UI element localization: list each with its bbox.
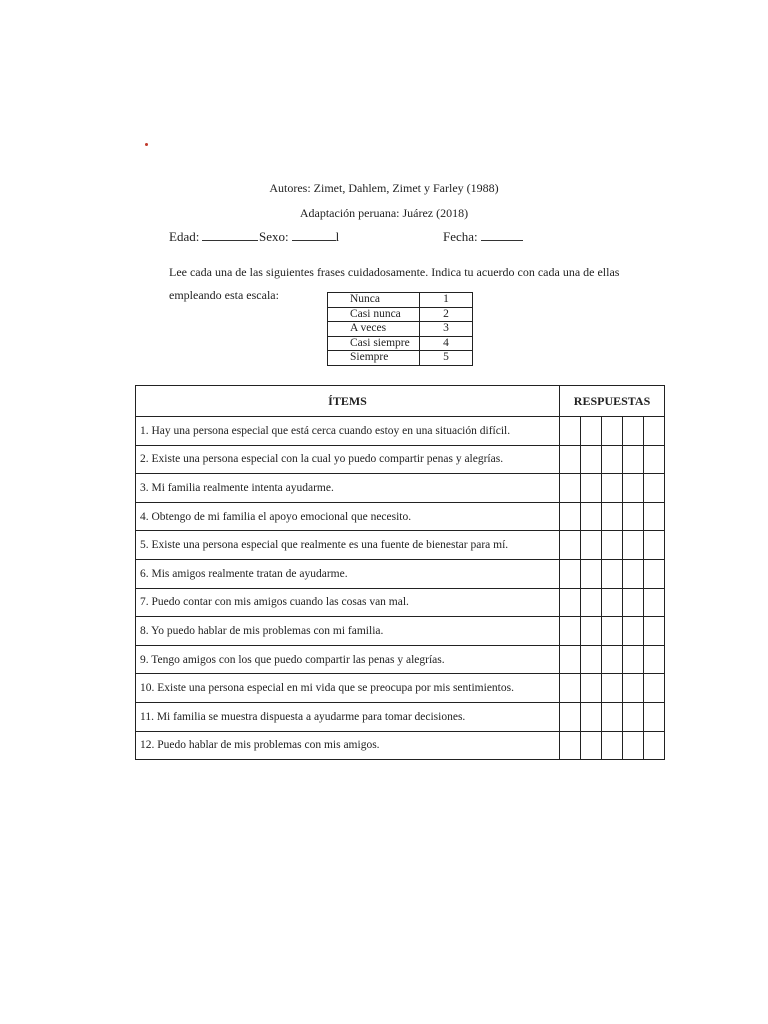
response-cell[interactable] — [623, 417, 644, 446]
item-text: 9. Tengo amigos con los que puedo compartir las penas y alegrías. — [136, 645, 560, 674]
item-row — [136, 645, 665, 674]
response-cell[interactable] — [581, 559, 602, 588]
scale-value: 1 — [420, 293, 473, 308]
response-cell[interactable] — [644, 474, 665, 503]
scale-row — [328, 336, 473, 351]
item-row — [136, 674, 665, 703]
sexo-blank[interactable] — [292, 229, 336, 241]
response-cell[interactable] — [560, 531, 581, 560]
item-text: 12. Puedo hablar de mis problemas con mis amigos. — [136, 731, 560, 760]
item-row — [136, 588, 665, 617]
scale-table — [327, 292, 473, 366]
response-cell[interactable] — [560, 417, 581, 446]
scale-value: 5 — [420, 351, 473, 366]
response-cell[interactable] — [602, 702, 623, 731]
response-cell[interactable] — [644, 702, 665, 731]
item-row — [136, 617, 665, 646]
item-row — [136, 531, 665, 560]
response-cell[interactable] — [623, 531, 644, 560]
response-cell[interactable] — [644, 502, 665, 531]
sexo-suffix: l — [335, 229, 340, 244]
response-cell[interactable] — [602, 731, 623, 760]
response-cell[interactable] — [644, 674, 665, 703]
response-cell[interactable] — [602, 502, 623, 531]
scale-row — [328, 351, 473, 366]
sexo-label: Sexo: — [259, 229, 289, 244]
response-cell[interactable] — [602, 445, 623, 474]
items-header: ÍTEMS — [136, 386, 560, 417]
response-cell[interactable] — [602, 559, 623, 588]
item-text: 2. Existe una persona especial con la cual yo puedo compartir penas y alegrías. — [136, 445, 560, 474]
instructions-line-1: Lee cada una de las siguientes frases cuidadosamente. Indica tu acuerdo con cada una de ellas — [169, 265, 620, 279]
response-cell[interactable] — [581, 445, 602, 474]
response-cell[interactable] — [560, 445, 581, 474]
item-row — [136, 445, 665, 474]
item-text: 7. Puedo contar con mis amigos cuando las cosas van mal. — [136, 588, 560, 617]
response-cell[interactable] — [644, 588, 665, 617]
edad-label: Edad: — [169, 229, 200, 244]
response-cell[interactable] — [581, 617, 602, 646]
response-cell[interactable] — [581, 674, 602, 703]
scale-row — [328, 293, 473, 308]
edad-field[interactable] — [169, 229, 258, 245]
item-row — [136, 474, 665, 503]
response-cell[interactable] — [623, 474, 644, 503]
item-row — [136, 559, 665, 588]
response-cell[interactable] — [581, 645, 602, 674]
response-cell[interactable] — [560, 645, 581, 674]
item-text: 10. Existe una persona especial en mi vida que se preocupa por mis sentimientos. — [136, 674, 560, 703]
fecha-label: Fecha: — [443, 229, 478, 244]
item-text: 1. Hay una persona especial que está cerca cuando estoy en una situación difícil. — [136, 417, 560, 446]
response-cell[interactable] — [602, 674, 623, 703]
response-cell[interactable] — [602, 417, 623, 446]
response-cell[interactable] — [644, 559, 665, 588]
item-text: 3. Mi familia realmente intenta ayudarme. — [136, 474, 560, 503]
items-table — [135, 385, 665, 760]
item-text: 8. Yo puedo hablar de mis problemas con mi familia. — [136, 617, 560, 646]
response-cell[interactable] — [560, 474, 581, 503]
response-cell[interactable] — [644, 731, 665, 760]
item-text: 5. Existe una persona especial que realmente es una fuente de bienestar para mí. — [136, 531, 560, 560]
response-cell[interactable] — [623, 702, 644, 731]
response-cell[interactable] — [581, 531, 602, 560]
response-cell[interactable] — [581, 588, 602, 617]
response-cell[interactable] — [560, 588, 581, 617]
responses-header: RESPUESTAS — [560, 386, 665, 417]
response-cell[interactable] — [644, 617, 665, 646]
response-cell[interactable] — [560, 731, 581, 760]
response-cell[interactable] — [602, 588, 623, 617]
scale-label: Nunca — [328, 293, 420, 308]
adaptation-line: Adaptación peruana: Juárez (2018) — [299, 206, 469, 220]
response-cell[interactable] — [602, 617, 623, 646]
scale-label: Siempre — [328, 351, 420, 366]
response-cell[interactable] — [560, 502, 581, 531]
response-cell[interactable] — [560, 702, 581, 731]
response-cell[interactable] — [581, 702, 602, 731]
response-cell[interactable] — [581, 474, 602, 503]
response-cell[interactable] — [560, 674, 581, 703]
response-cell[interactable] — [602, 474, 623, 503]
response-cell[interactable] — [623, 674, 644, 703]
response-cell[interactable] — [581, 502, 602, 531]
item-row — [136, 731, 665, 760]
stray-mark — [145, 143, 148, 146]
scale-label: Casi nunca — [328, 307, 420, 322]
response-cell[interactable] — [644, 445, 665, 474]
response-cell[interactable] — [623, 731, 644, 760]
authors-line: Autores: Zimet, Dahlem, Zimet y Farley (1988) — [269, 181, 499, 195]
item-row — [136, 417, 665, 446]
response-cell[interactable] — [623, 588, 644, 617]
item-text: 6. Mis amigos realmente tratan de ayudarme. — [136, 559, 560, 588]
response-cell[interactable] — [644, 531, 665, 560]
scale-row — [328, 322, 473, 337]
response-cell[interactable] — [602, 531, 623, 560]
response-cell[interactable] — [560, 559, 581, 588]
scale-row — [328, 307, 473, 322]
scale-value: 2 — [420, 307, 473, 322]
response-cell[interactable] — [623, 617, 644, 646]
item-row — [136, 702, 665, 731]
instructions-line-2: empleando esta escala: — [169, 288, 279, 302]
response-cell[interactable] — [560, 617, 581, 646]
response-cell[interactable] — [602, 645, 623, 674]
fecha-field[interactable] — [443, 229, 523, 245]
scale-label: A veces — [328, 322, 420, 337]
response-cell[interactable] — [623, 559, 644, 588]
item-row — [136, 502, 665, 531]
scale-value: 4 — [420, 336, 473, 351]
scale-label: Casi siempre — [328, 336, 420, 351]
scale-value: 3 — [420, 322, 473, 337]
fecha-blank[interactable] — [481, 229, 523, 241]
response-cell[interactable] — [581, 731, 602, 760]
response-cell[interactable] — [623, 445, 644, 474]
response-cell[interactable] — [623, 645, 644, 674]
item-text: 11. Mi familia se muestra dispuesta a ayudarme para tomar decisiones. — [136, 702, 560, 731]
edad-blank[interactable] — [202, 229, 258, 241]
response-cell[interactable] — [644, 417, 665, 446]
response-cell[interactable] — [581, 417, 602, 446]
item-text: 4. Obtengo de mi familia el apoyo emocional que necesito. — [136, 502, 560, 531]
response-cell[interactable] — [644, 645, 665, 674]
response-cell[interactable] — [623, 502, 644, 531]
sexo-field[interactable] — [259, 229, 339, 245]
